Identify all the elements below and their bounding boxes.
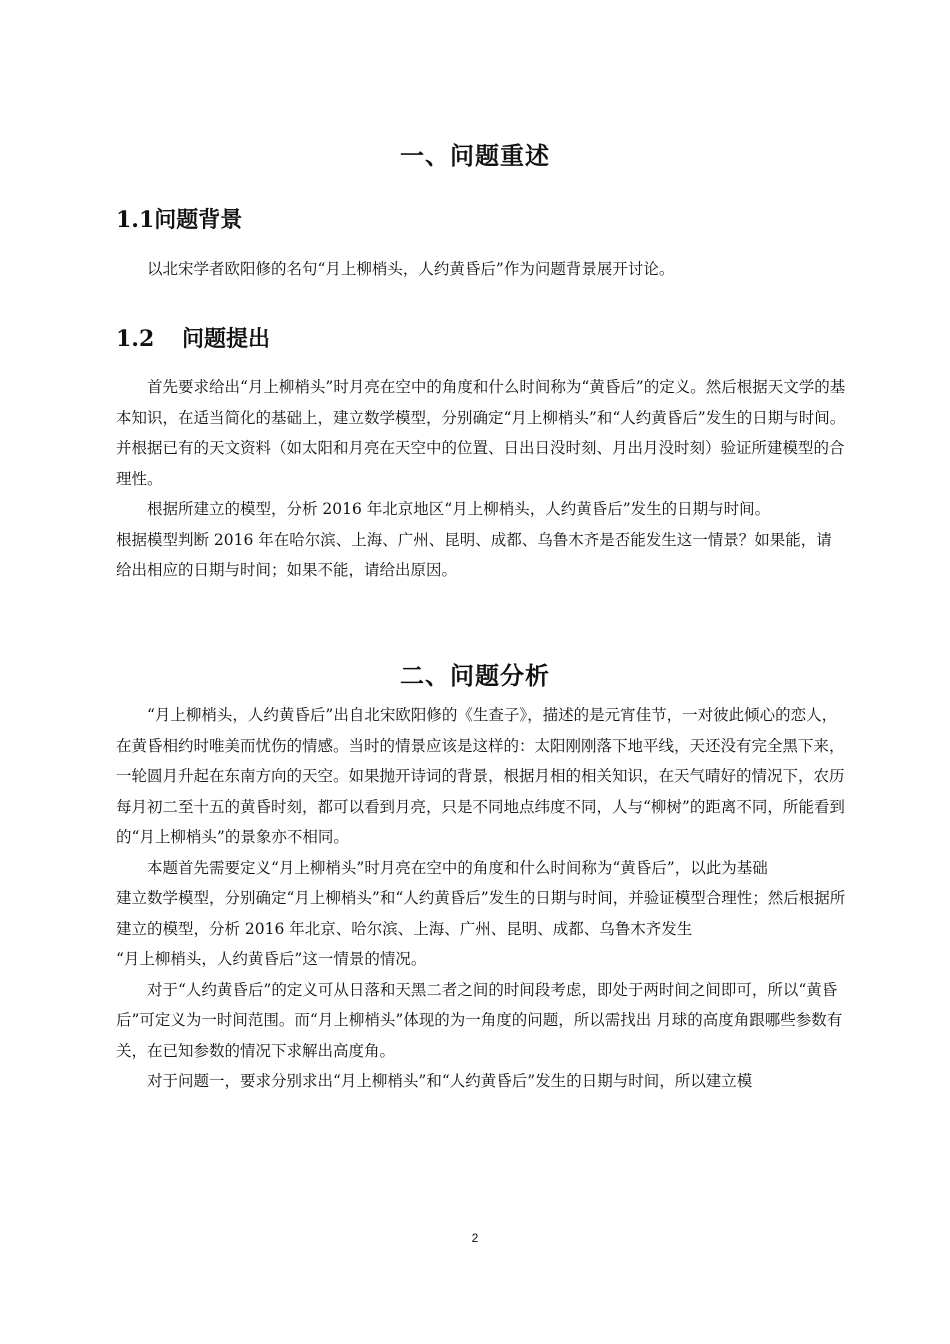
page-number: 2 xyxy=(471,1231,479,1245)
subsection-1-2-number: 1.2 xyxy=(116,326,155,352)
subsection-1-2-heading xyxy=(116,322,270,353)
background-text xyxy=(116,254,846,285)
subsection-1-1-heading xyxy=(116,203,242,234)
paragraph: 首先要求给出“月上柳梢头”时月亮在空中的角度和什么时间称为“黄昏后”的定义。然后根据天文学的基本知识，在适当简化的基础上，建立数学模型，分别确定“月上柳梢头”和“人约黄昏后”发生的日期与时间。并根据已有的天文资料（如太阳和月亮在天空中的位置、日出日没时刻、月出月没时刻）验证所建模型的合理性。 xyxy=(116,378,846,488)
paragraph: 对于问题一，要求分别求出“月上柳梢头”和“人约黄昏后”发生的日期与时间，所以建立模 xyxy=(147,1072,753,1090)
paragraph: “月上柳梢头，人约黄昏后”这一情景的情况。 xyxy=(116,950,427,968)
paragraph: 建立数学模型，分别确定“月上柳梢头”和“人约黄昏后”发生的日期与时间，并验证模型合理性；然后根据所建立的模型，分析 2016 年北京、哈尔滨、上海、广州、昆明、成都、乌鲁木齐发生 xyxy=(116,889,846,938)
paragraph: 以北宋学者欧阳修的名句“月上柳梢头，人约黄昏后”作为问题背景展开讨论。 xyxy=(147,260,675,278)
paragraph: 根据模型判断 2016 年在哈尔滨、上海、广州、昆明、成都、乌鲁木齐是否能发生这一情景？如果能，请给出相应的日期与时间；如果不能，请给出原因。 xyxy=(116,530,832,579)
paragraph: “月上柳梢头，人约黄昏后”出自北宋欧阳修的《生查子》，描述的是元宵佳节，一对彼此倾心的恋人，在黄昏相约时唯美而忧伤的情感。当时的情景应该是这样的：太阳刚刚落下地平线，天还没有完全黑下来，一轮圆月升起在东南方向的天空。如果抛开诗词的背景，根据月相的相关知识，在天气晴好的情况下，农历每月初二至十五的黄昏时刻，都可以看到月亮，只是不同地点纬度不同，人与“柳树”的距离不同，所能看到的“月上柳梢头”的景象亦不相同。 xyxy=(116,706,845,846)
subsection-1-1-title: 问题背景 xyxy=(154,207,243,233)
section-2-heading: 二、问题分析 xyxy=(400,661,550,690)
analysis-text xyxy=(116,700,846,1097)
paragraph: 本题首先需要定义“月上柳梢头”时月亮在空中的角度和什么时间称为“黄昏后”，以此为基础 xyxy=(147,858,768,877)
paragraph: 根据所建立的模型，分析 2016 年北京地区“月上柳梢头，人约黄昏后”发生的日期与时间。 xyxy=(147,500,771,518)
subsection-1-1-number: 1.1 xyxy=(116,207,155,233)
problem-statement-text xyxy=(116,372,846,586)
paragraph: 对于“人约黄昏后”的定义可从日落和天黑二者之间的时间段考虑，即处于两时间之间即可，所以“黄昏后”可定义为一时间范围。而“月上柳梢头”体现的为一角度的问题，所以需找出 月球的高度角跟哪些参数有关，在已知参数的情况下求解出高度角。 xyxy=(116,980,843,1060)
section-1-heading: 一、问题重述 xyxy=(400,141,550,170)
subsection-1-2-title: 问题提出 xyxy=(182,326,271,352)
